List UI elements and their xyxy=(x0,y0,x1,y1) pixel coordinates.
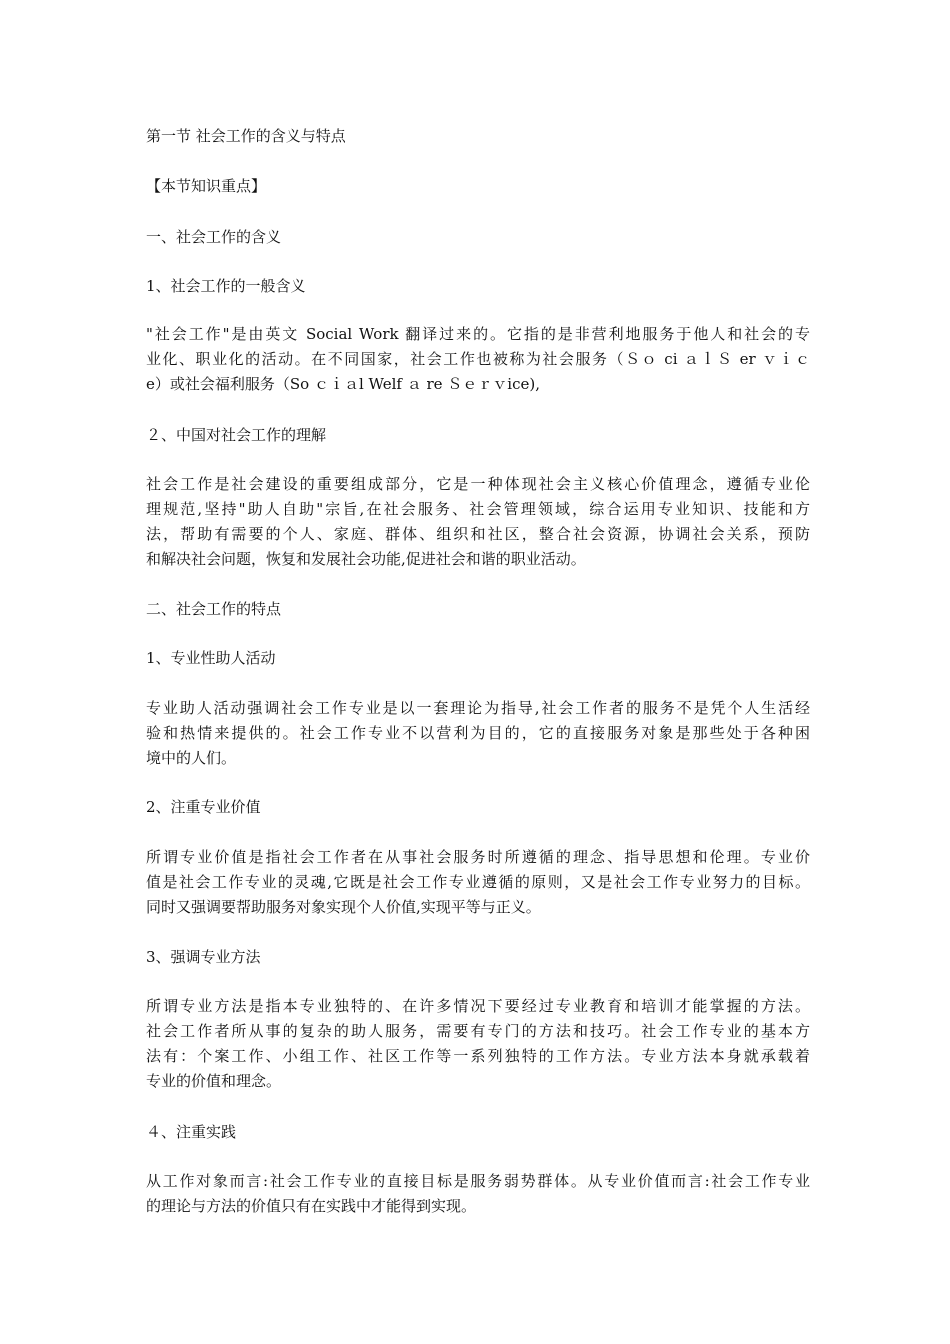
paragraph-china-understanding xyxy=(146,472,810,572)
paragraph-line: 验和热情来提供的。社会工作专业不以营利为目的，它的直接服务对象是那些处于各种困 xyxy=(146,724,810,742)
title-text: 第一节 社会工作的含义与特点 xyxy=(146,127,346,145)
paragraph-line: 值是社会工作专业的灵魂,它既是社会工作专业遵循的原则，又是社会工作专业努力的目标。 xyxy=(146,873,810,891)
paragraph-line: "社会工作"是由英文 Social Work 翻译过来的。它指的是非营利地服务于他人和社会的专 xyxy=(146,325,810,343)
paragraph-practice xyxy=(146,1169,810,1219)
paragraph-line: 法有：个案工作、小组工作、社区工作等一系列独特的工作方法。专业方法本身就承载着 xyxy=(146,1047,810,1065)
paragraph-line: 社会工作者所从事的复杂的助人服务，需要有专门的方法和技巧。社会工作专业的基本方 xyxy=(146,1022,810,1040)
paragraph-line: 所谓专业价值是指社会工作者在从事社会服务时所遵循的理念、指导思想和伦理。专业价 xyxy=(146,848,810,866)
section-2-heading: 二、社会工作的特点 xyxy=(146,600,282,618)
subsection-1-2-heading: ２、中国对社会工作的理解 xyxy=(146,426,327,444)
subsection-heading xyxy=(146,423,810,448)
subsection-heading xyxy=(146,274,810,299)
page-title xyxy=(146,124,810,149)
paragraph-line: 境中的人们。 xyxy=(146,749,237,767)
paragraph-line: 从工作对象而言:社会工作专业的直接目标是服务弱势群体。从专业价值而言:社会工作专业 xyxy=(146,1172,810,1190)
paragraph-line: 的理论与方法的价值只有在实践中才能得到实现。 xyxy=(146,1197,477,1215)
section-heading xyxy=(146,225,810,250)
paragraph-line: e）或社会福利服务（So ｃｉａl Welf ａ re Ｓｅｒｖice), xyxy=(146,375,540,393)
paragraph-line: 同时又强调要帮助服务对象实现个人价值,实现平等与正义。 xyxy=(146,898,541,916)
subsection-1-1-heading: 1、社会工作的一般含义 xyxy=(146,277,306,295)
paragraph-line: 专业的价值和理念。 xyxy=(146,1072,282,1090)
item-3-heading: 3、强调专业方法 xyxy=(146,948,261,966)
subsection-heading xyxy=(146,795,810,820)
paragraph-line: 业化、职业化的活动。在不同国家，社会工作也被称为社会服务（Ｓｏ ci ａｌＳ er ｖｉｃ xyxy=(146,350,810,368)
paragraph-professional-helping xyxy=(146,696,810,771)
item-4-heading: ４、注重实践 xyxy=(146,1123,237,1141)
paragraph-line: 理规范,坚持"助人自助"宗旨,在社会服务、社会管理领域，综合运用专业知识、技能和方 xyxy=(146,500,810,518)
paragraph-professional-methods xyxy=(146,994,810,1094)
item-1-heading: 1、专业性助人活动 xyxy=(146,649,276,667)
paragraph-line: 法，帮助有需要的个人、家庭、群体、组织和社区，整合社会资源，协调社会关系，预防 xyxy=(146,525,810,543)
section-1-heading: 一、社会工作的含义 xyxy=(146,228,282,246)
paragraph-professional-values xyxy=(146,845,810,920)
paragraph-line: 所谓专业方法是指本专业独特的、在许多情况下要经过专业教育和培训才能掌握的方法。 xyxy=(146,997,810,1015)
paragraph-line: 和解决社会问题，恢复和发展社会功能,促进社会和谐的职业活动。 xyxy=(146,550,586,568)
paragraph-line: 专业助人活动强调社会工作专业是以一套理论为指导,社会工作者的服务不是凭个人生活经 xyxy=(146,699,810,717)
key-points-text: 【本节知识重点】 xyxy=(146,177,267,195)
paragraph-general-meaning xyxy=(146,322,810,397)
key-points-heading xyxy=(146,174,810,199)
subsection-heading xyxy=(146,945,810,970)
paragraph-line: 社会工作是社会建设的重要组成部分，它是一种体现社会主义核心价值理念，遵循专业伦 xyxy=(146,475,810,493)
item-2-heading: 2、注重专业价值 xyxy=(146,798,261,816)
subsection-heading xyxy=(146,1120,810,1145)
section-heading xyxy=(146,597,810,622)
subsection-heading xyxy=(146,646,810,671)
